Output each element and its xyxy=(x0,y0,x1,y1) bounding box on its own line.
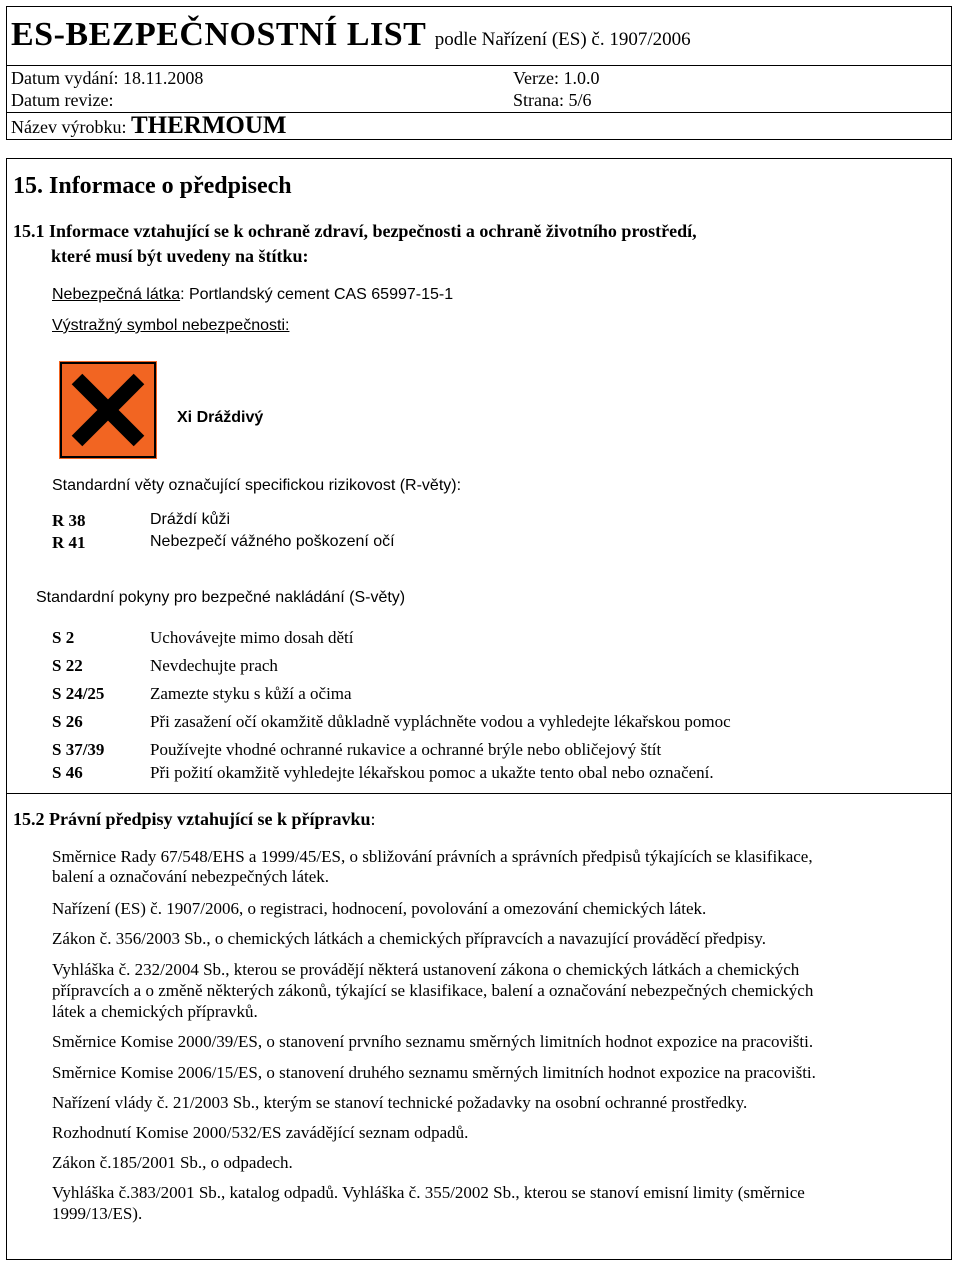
r-phrase-code: R 41 xyxy=(52,533,86,552)
dangerous-substance-label: Nebezpečná látka xyxy=(52,286,181,303)
legislation-item: Nařízení (ES) č. 1907/2006, o registraci, hodnocení, povolování a omezování chemických látek. xyxy=(52,899,707,918)
s-phrase-text: Používejte vhodné ochranné rukavice a ochranné brýle nebo obličejový štít xyxy=(150,740,662,759)
document-title xyxy=(11,16,691,54)
s-phrase-code: S 2 xyxy=(52,628,75,647)
legislation-item: Nařízení vlády č. 21/2003 Sb., kterým se stanoví technické požadavky na osobní ochranné prostředky. xyxy=(52,1093,748,1112)
header-title-row xyxy=(7,7,951,66)
section-divider xyxy=(7,793,951,794)
subsection-15-1-title-line2: které musí být uvedeny na štítku: xyxy=(51,246,309,266)
s-phrase-text: Nevdechujte prach xyxy=(150,656,278,675)
version-label: Verze: xyxy=(513,68,559,88)
page-number xyxy=(513,90,592,111)
s-phrase-code: S 26 xyxy=(52,712,83,731)
hazard-symbol-label: Výstražný symbol nebezpečnosti: xyxy=(52,317,290,334)
r-phrase-text: Dráždí kůži xyxy=(150,511,231,528)
dangerous-substance: Nebezpečná látka: Portlandský cement CAS 65997-15-1 xyxy=(52,286,454,303)
dangerous-substance-value: Portlandský cement CAS 65997-15-1 xyxy=(188,286,454,303)
s-phrase-code: S 24/25 xyxy=(52,684,105,703)
s-phrase-text: Při zasažení očí okamžitě důkladně vypláchněte vodou a vyhledejte lékařskou pomoc xyxy=(150,712,731,731)
legislation-item: Rozhodnutí Komise 2000/532/ES zavádějící seznam odpadů. xyxy=(52,1123,469,1142)
title-subtitle: podle Nařízení (ES) č. 1907/2006 xyxy=(434,29,691,50)
hazard-symbol-text: Xi Dráždivý xyxy=(177,409,264,426)
s-phrase-text: Při požití okamžitě vyhledejte lékařskou pomoc a ukažte tento obal nebo označení. xyxy=(150,763,714,782)
header-product-row xyxy=(7,113,951,141)
legislation-item: Zákon č. 356/2003 Sb., o chemických látkách a chemických přípravcích a navazující prováděcí předpisy. xyxy=(52,929,767,948)
r-phrase-code: R 38 xyxy=(52,511,86,530)
subsection-15-1-title-line1: 15.1 Informace vztahující se k ochraně zdraví, bezpečnosti a ochraně životního prostředí, xyxy=(13,221,697,241)
legislation-item: Směrnice Komise 2006/15/ES, o stanovení druhého seznamu směrných limitních hodnot expozice na pracovišti. xyxy=(52,1063,816,1082)
header-meta-row xyxy=(7,66,951,113)
s-phrase-text: Uchovávejte mimo dosah dětí xyxy=(150,628,354,647)
document-header xyxy=(6,6,952,140)
version xyxy=(513,68,599,89)
product-value: THERMOUM xyxy=(130,112,287,139)
section-15-box xyxy=(6,158,952,1260)
legislation-item: Zákon č.185/2001 Sb., o odpadech. xyxy=(52,1153,293,1172)
s-phrase-text: Zamezte styku s kůží a očima xyxy=(150,684,352,703)
product-name xyxy=(11,112,287,140)
subsection-15-2-title: 15.2 Právní předpisy vztahující se k přípravku: xyxy=(13,809,376,829)
issue-date xyxy=(11,68,203,89)
product-label: Název výrobku: xyxy=(11,117,127,137)
s-phrase-code: S 22 xyxy=(52,656,83,675)
version-value: 1.0.0 xyxy=(563,68,600,88)
legislation-item: Směrnice Komise 2000/39/ES, o stanovení prvního seznamu směrných limitních hodnot expozice na pracovišti. xyxy=(52,1032,814,1051)
issue-date-value: 18.11.2008 xyxy=(122,68,204,88)
r-phrases-title: Standardní věty označující specifickou rizikovost (R-věty): xyxy=(52,477,462,494)
s-phrases-title: Standardní pokyny pro bezpečné nakládání (S-věty) xyxy=(36,589,406,606)
revision-date xyxy=(11,90,113,111)
r-phrase-text: Nebezpečí vážného poškození očí xyxy=(150,533,395,550)
legislation-item: Vyhláška č.383/2001 Sb., katalog odpadů. Vyhláška č. 355/2002 Sb., kterou se stanoví emisní limity (směrnice 1999/13/ES). xyxy=(52,1183,805,1223)
page-value: 5/6 xyxy=(568,90,592,110)
issue-date-label: Datum vydání: xyxy=(11,68,119,88)
revision-date-label: Datum revize: xyxy=(11,90,114,110)
legislation-item: Vyhláška č. 232/2004 Sb., kterou se provádějí některá ustanovení zákona o chemických látkách a chemických přípravcích a o změně některých zákonů, týkající se klasifikace, balení a označování nebezpečných chemických látek a chemických přípravků. xyxy=(52,960,814,1021)
section-title: 15. Informace o předpisech xyxy=(13,173,292,199)
irritant-hazard-icon xyxy=(59,361,157,459)
title-text: ES-BEZPEČNOSTNÍ LIST xyxy=(11,16,426,53)
s-phrase-code: S 37/39 xyxy=(52,740,105,759)
page-label: Strana: xyxy=(513,90,564,110)
s-phrase-code: S 46 xyxy=(52,763,83,782)
legislation-item: Směrnice Rady 67/548/EHS a 1999/45/ES, o sbližování právních a správních předpisů týkajících se klasifikace, balení a označování nebezpečných látek. xyxy=(52,847,813,886)
